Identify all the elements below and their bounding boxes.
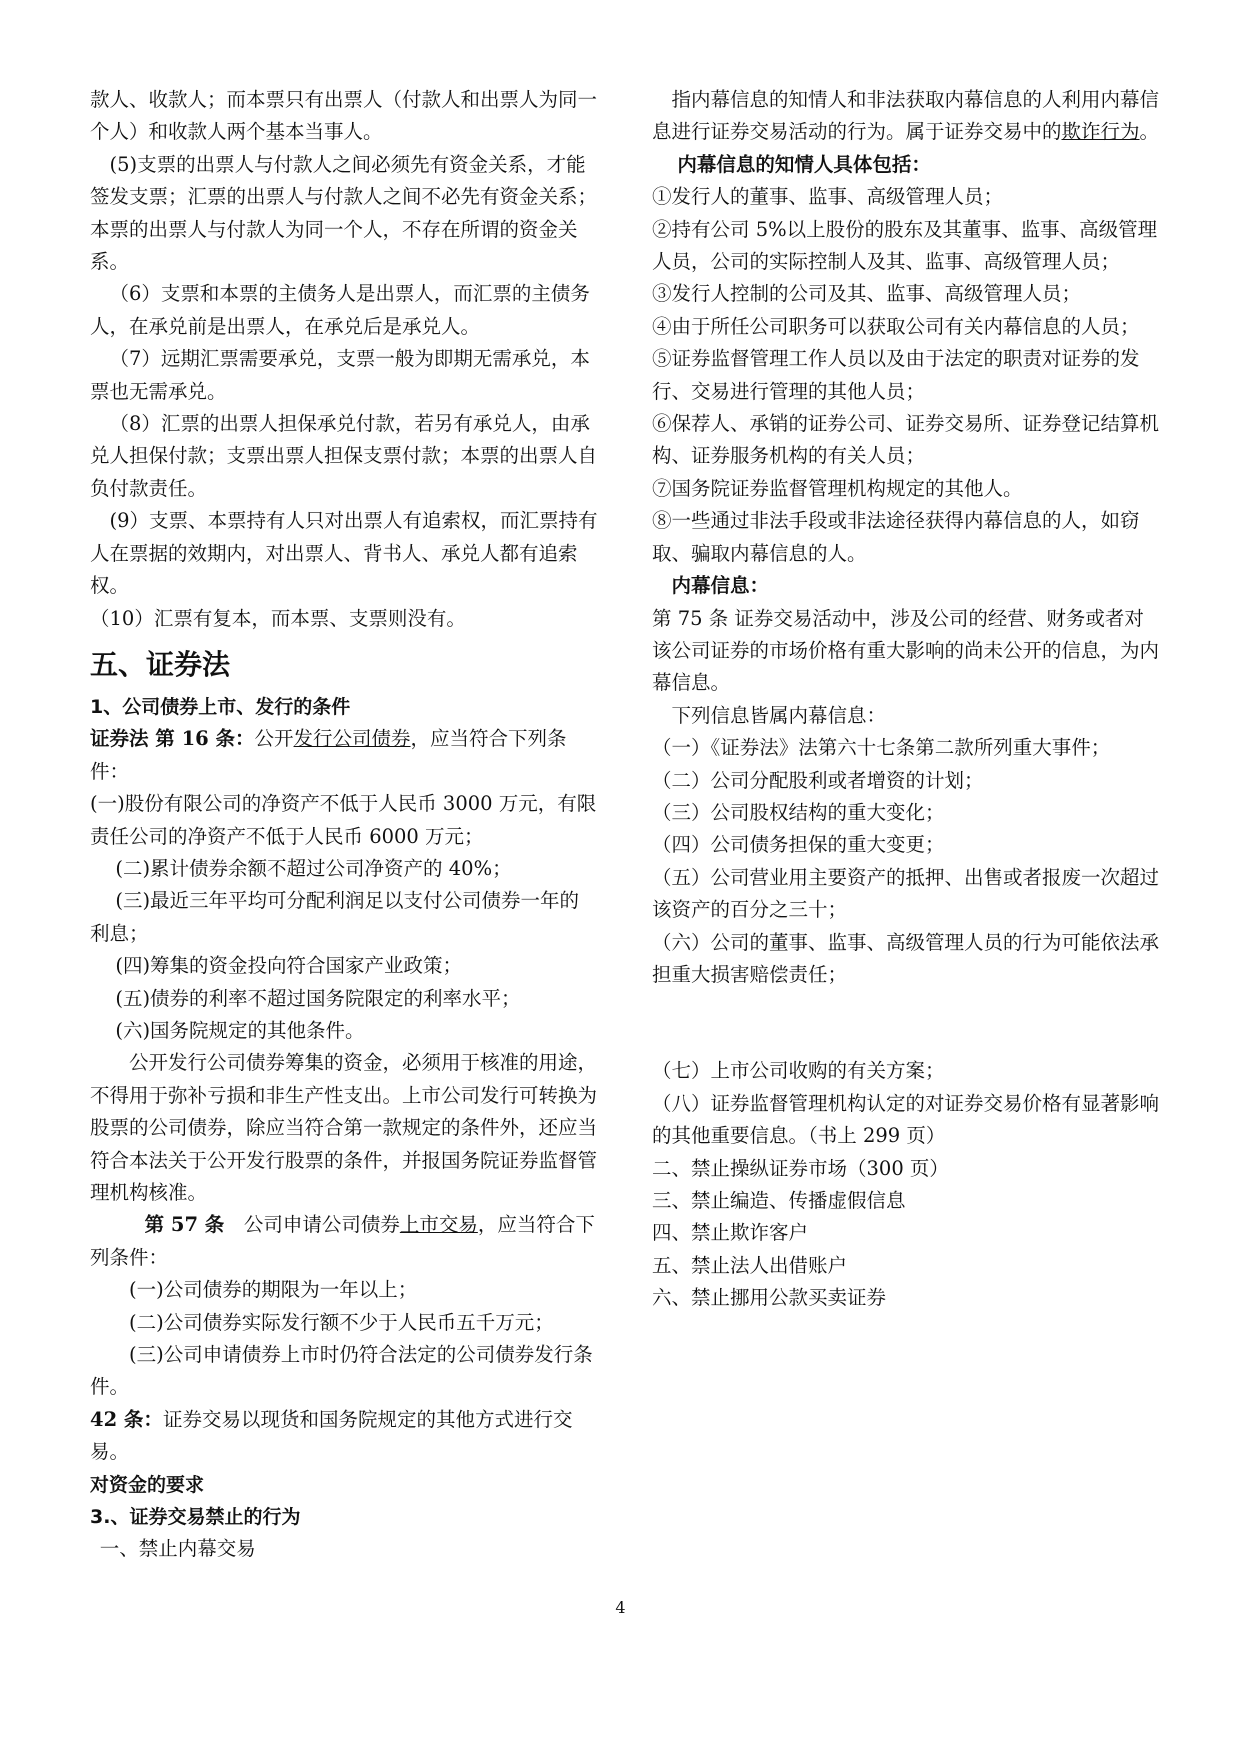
list-item: （四）公司债务担保的重大变更； — [652, 833, 945, 857]
condition-item: (二)累计债券余额不超过公司净资产的 40%； — [115, 856, 512, 880]
paragraph: 公开发行公司债券筹集的资金，必须用于核准的用途，不得用于弥补亏损和非生产性支出。上市公司发行可转换为股票的公司债券，除应当符合第一款规定的条件外，还应当符合本法关于公开发行股票的条件，并报国务院证券监督管理机构核准。 — [90, 1051, 598, 1204]
paragraph: 第 75 条 证券交易活动中，涉及公司的经营、财务或者对该公司证券的市场价格有重大影响的尚未公开的信息，为内幕信息。 — [652, 606, 1160, 695]
paragraph: 款人、收款人；而本票只有出票人（付款人和出票人为同一个人）和收款人两个基本当事人。 — [90, 88, 598, 144]
list-item: ④由于所任公司职务可以获取公司有关内幕信息的人员； — [652, 314, 1140, 338]
list-item: ①发行人的董事、监事、高级管理人员； — [652, 185, 1004, 209]
underlined-term: 欺诈行为 — [1061, 120, 1140, 144]
list-item: 三、禁止编造、传播虚假信息 — [652, 1189, 906, 1212]
underlined-term: 上市交易 — [399, 1213, 478, 1237]
article-42 — [90, 1404, 598, 1469]
paragraph-text: 。 — [1139, 120, 1160, 144]
blank-gap — [652, 991, 1160, 1055]
list-item: （八）证券监督管理机构认定的对证券交易价格有显著影响的其他重要信息。（书上 299 页） — [652, 1091, 1160, 1148]
article-label: 证券法 第 16 条： — [90, 727, 255, 751]
paragraph: （10）汇票有复本，而本票、支票则没有。 — [90, 606, 466, 630]
subsection-title: 内幕信息的知情人具体包括： — [677, 152, 931, 176]
paragraph: （6）支票和本票的主债务人是出票人，而汇票的主债务人，在承兑前是出票人，在承兑后是承兑人。 — [90, 282, 590, 338]
list-item: ③发行人控制的公司及其、监事、高级管理人员； — [652, 282, 1082, 306]
list-item: ②持有公司 5%以上股份的股东及其董事、监事、高级管理人员，公司的实际控制人及其、监事、高级管理人员； — [652, 217, 1158, 274]
paragraph: 下列信息皆属内幕信息： — [671, 703, 887, 727]
condition-item: (三)最近三年平均可分配利润足以支付公司债券一年的利息； — [90, 889, 580, 945]
list-item: （一）《证券法》法第六十七条第二款所列重大事件； — [652, 736, 1111, 760]
article-text: ，应当符合下列条件： — [90, 1213, 595, 1269]
list-item: ⑧一些通过非法手段或非法途径获得内幕信息的人，如窃取、骗取内幕信息的人。 — [652, 509, 1140, 565]
article-label: 第 57 条 — [144, 1213, 225, 1237]
paragraph-text: 指内幕信息的知情人和非法获取内幕信息的人利用内幕信息进行证券交易活动的行为。属于证券交易中的 — [652, 88, 1160, 144]
list-item: （六）公司的董事、监事、高级管理人员的行为可能依法承担重大损害赔偿责任； — [652, 930, 1160, 986]
subsection-title: 对资金的要求 — [90, 1473, 205, 1496]
article-text: 公开 — [254, 727, 294, 751]
list-item: ⑤证券监督管理工作人员以及由于法定的职责对证券的发行、交易进行管理的其他人员； — [652, 347, 1140, 403]
list-item: 六、禁止挪用公款买卖证券 — [652, 1286, 887, 1310]
list-item: 四、禁止欺诈客户 — [652, 1221, 809, 1245]
article-text: 公司申请公司债券 — [224, 1213, 400, 1237]
right-column — [652, 84, 1160, 1315]
list-item: 二、禁止操纵证券市场（300 页） — [652, 1156, 949, 1180]
subsection-title: 3.、证券交易禁止的行为 — [90, 1506, 301, 1529]
condition-item: (五)债券的利率不超过国务院限定的利率水平； — [115, 986, 521, 1010]
article-16 — [90, 723, 598, 788]
condition-item: (二)公司债券实际发行额不少于人民币五千万元； — [129, 1310, 554, 1334]
list-item: （二）公司分配股利或者增资的计划； — [652, 768, 984, 792]
article-57 — [90, 1209, 598, 1274]
paragraph — [652, 84, 1160, 149]
left-column — [90, 84, 598, 1566]
article-text: ，应当符合下列条件： — [90, 727, 567, 783]
list-item: ⑦国务院证券监督管理机构规定的其他人。 — [652, 476, 1023, 500]
list-item: 一、禁止内幕交易 — [99, 1537, 256, 1561]
page-number: 4 — [615, 1598, 626, 1617]
condition-item: (六)国务院规定的其他条件。 — [115, 1018, 365, 1042]
list-item: （七）上市公司收购的有关方案； — [652, 1059, 945, 1083]
paragraph: （8）汇票的出票人担保承兑付款，若另有承兑人，由承兑人担保付款；支票出票人担保支票付款；本票的出票人自负付款责任。 — [90, 412, 598, 500]
paragraph: (9）支票、本票持有人只对出票人有追索权，而汇票持有人在票据的效期内，对出票人、背书人、承兑人都有追索权。 — [90, 509, 598, 598]
condition-item: (一)公司债券的期限为一年以上； — [129, 1278, 418, 1302]
paragraph: （7）远期汇票需要承兑，支票一般为即期无需承兑，本票也无需承兑。 — [90, 347, 590, 403]
list-item: 五、禁止法人出借账户 — [652, 1253, 848, 1277]
subsection-title: 内幕信息： — [671, 574, 770, 598]
paragraph: (5)支票的出票人与付款人之间必须先有资金关系，才能签发支票；汇票的出票人与付款人之间不必先有资金关系；本票的出票人与付款人为同一个人，不存在所谓的资金关系。 — [90, 152, 598, 274]
condition-item: (四)筹集的资金投向符合国家产业政策； — [115, 954, 463, 978]
section-title: 五、证券法 — [90, 647, 231, 681]
underlined-term: 发行公司债券 — [293, 727, 411, 751]
subsection-title: 1、公司债券上市、发行的条件 — [90, 695, 351, 718]
list-item: （三）公司股权结构的重大变化； — [652, 800, 945, 824]
condition-item: (三)公司申请债券上市时仍符合法定的公司债券发行条件。 — [90, 1343, 593, 1399]
article-text: 证券交易以现货和国务院规定的其他方式进行交易。 — [90, 1407, 573, 1464]
list-item: ⑥保荐人、承销的证券公司、证券交易所、证券登记结算机构、证券服务机构的有关人员； — [652, 412, 1160, 468]
article-label: 42 条： — [90, 1407, 163, 1431]
list-item: （五）公司营业用主要资产的抵押、出售或者报废一次超过该资产的百分之三十； — [652, 865, 1160, 922]
condition-item: (一)股份有限公司的净资产不低于人民币 3000 万元，有限责任公司的净资产不低于人民币 6000 万元； — [90, 792, 597, 848]
